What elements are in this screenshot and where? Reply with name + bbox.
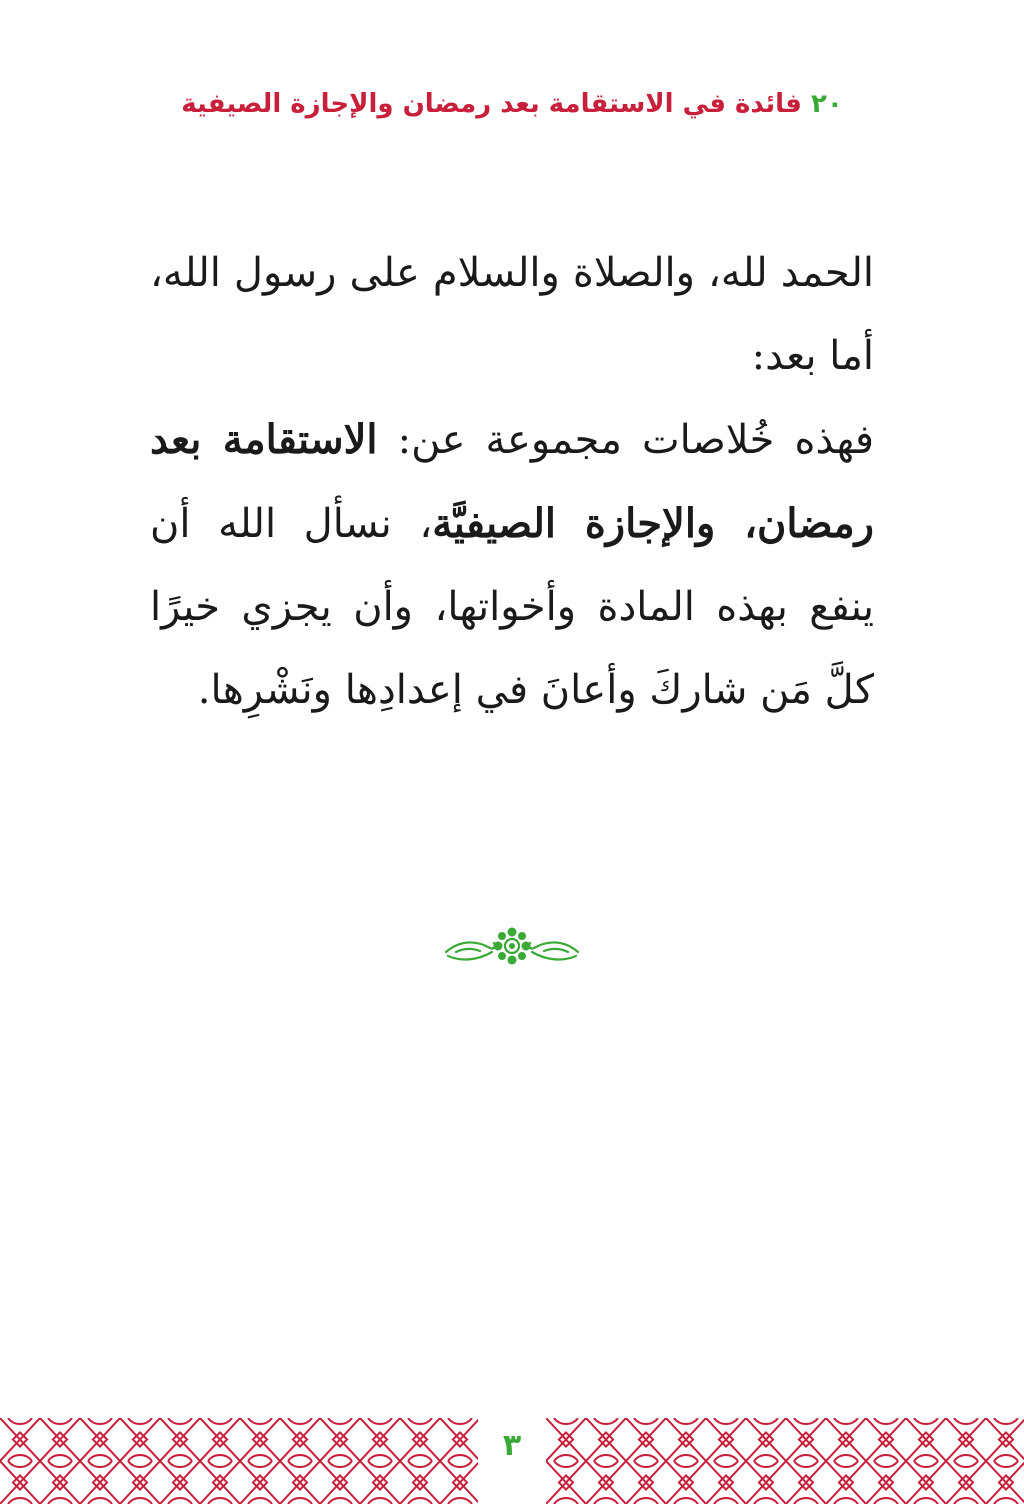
- header-title: فائدة في الاستقامة بعد رمضان والإجازة الصيفية: [181, 89, 802, 119]
- summary-topic-bold: الاستقامة بعد رمضان، والإجازة الصيفيَّة: [150, 416, 874, 547]
- floral-divider-icon: [442, 922, 582, 970]
- decorative-border-left: [0, 1418, 478, 1504]
- paragraph-summary-end: ، نسأل الله أن ينفع بهذه المادة وأخواتها، وأن يجزي خيرًا كلَّ مَن شاركَ وأعانَ في إعدادِها ونَشْرِها.: [150, 501, 874, 713]
- paragraph-opening: الحمد لله، والصلاة والسلام على رسول الله، أما بعد:: [150, 250, 874, 379]
- paragraph-summary-start: فهذه خُلاصات مجموعة عن:: [377, 417, 874, 463]
- decorative-border-right: [546, 1418, 1024, 1504]
- paragraph-summary: [150, 398, 874, 732]
- running-header: [0, 84, 1024, 124]
- header-number: ٢٠: [811, 89, 843, 119]
- body-text: [150, 232, 874, 732]
- page-number: ٣: [502, 1428, 522, 1463]
